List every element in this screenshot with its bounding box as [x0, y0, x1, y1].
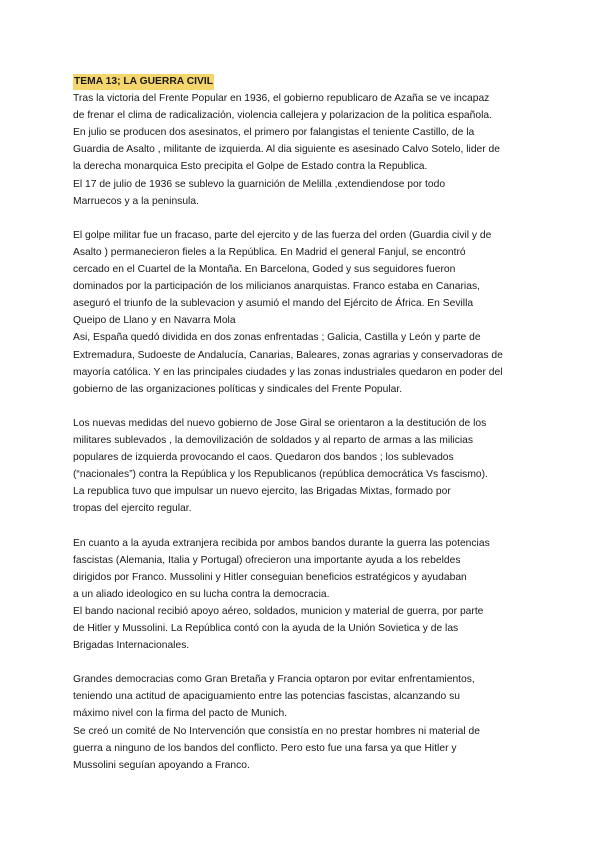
- text-line: dirigidos por Franco. Mussolini y Hitler conseguian beneficios estratégicos y ayudaban: [73, 571, 467, 583]
- text-line: guerra a ninguno de los bandos del conflicto. Pero esto fue una farsa ya que Hitler y: [73, 742, 457, 754]
- text-line: populares de izquierda provocando el caos. Quedaron dos bandos ; los sublevados: [73, 452, 454, 464]
- text-line: Se creó un comité de No Intervención que consistía en no prestar hombres ni material de: [73, 725, 480, 737]
- text-line: mayoría católica. Y en las principales ciudades y las zonas industriales quedaron en poder del: [73, 366, 503, 378]
- text-line: aseguró el triunfo de la sublevacion y asumió el mando del Ejército de África. En Sevilla: [73, 298, 474, 310]
- text-line: Tras la victoria del Frente Popular en 1936, el gobierno republicaro de Azaña se ve incapaz: [73, 93, 490, 105]
- text-line: Brigadas Internacionales.: [73, 640, 190, 652]
- text-line: gobierno de las organizaciones políticas y sindicales del Frente Popular.: [73, 383, 403, 395]
- text-line: fascistas (Alemania, Italia y Portugal) ofrecieron una importante ayuda a los rebeldes: [73, 554, 461, 566]
- text-line: Asi, España quedó dividida en dos zonas enfrentadas ; Galicia, Castilla y León y parte de: [73, 332, 481, 344]
- text-line: teniendo una actitud de apaciguamiento entre las potencias fascistas, alcanzando su: [73, 691, 460, 703]
- text-line: Marruecos y a la peninsula.: [73, 195, 199, 207]
- text-line: de frenar el clima de radicalización, violencia callejera y polarizacion de la politica española.: [73, 110, 492, 122]
- document-title: TEMA 13; LA GUERRA CIVIL: [73, 74, 214, 90]
- paragraph: [73, 535, 533, 655]
- text-line: militares sublevados , la demovilización de soldados y al reparto de armas a las milicias: [73, 434, 474, 446]
- text-line: Mussolini seguían apoyando a Franco.: [73, 759, 250, 771]
- text-line: En cuanto a la ayuda extranjera recibida por ambos bandos durante la guerra las potencias: [73, 537, 490, 549]
- paragraph: [73, 90, 533, 210]
- title-line: [73, 73, 533, 90]
- text-line: Asalto ) permanecieron fieles a la República. En Madrid el general Fanjul, se encontró: [73, 246, 466, 258]
- paragraph: [73, 227, 533, 398]
- text-line: El 17 de julio de 1936 se sublevo la guarnición de Melilla ,extendiendose por todo: [73, 178, 446, 190]
- paragraph: [73, 415, 533, 518]
- paragraph-gap: [73, 210, 533, 227]
- text-line: Guardia de Asalto , militante de izquierda. Al dia siguiente es asesinado Calvo Sotelo, lider de: [73, 144, 501, 156]
- paragraph-gap: [73, 654, 533, 671]
- paragraph-gap: [73, 517, 533, 534]
- paragraph: [73, 671, 533, 774]
- text-line: cercado en el Cuartel de la Montaña. En Barcelona, Goded y sus seguidores fueron: [73, 264, 456, 276]
- paragraph-gap: [73, 398, 533, 415]
- text-line: En julio se producen dos asesinatos, el primero por falangistas el teniente Castillo, de la: [73, 127, 475, 139]
- text-line: a un aliado ideologico en su lucha contra la democracia.: [73, 588, 330, 600]
- text-line: tropas del ejercito regular.: [73, 503, 192, 515]
- document-body: [73, 90, 533, 774]
- text-line: Extremadura, Sudoeste de Andalucía, Canarias, Baleares, zonas agrarias y conservadoras de: [73, 349, 503, 361]
- text-line: El bando nacional recibió apoyo aéreo, soldados, municion y material de guerra, por parte: [73, 605, 484, 617]
- text-line: dominados por la participación de los milicianos anarquistas. Franco estaba en Canarias,: [73, 281, 480, 293]
- text-line: Los nuevas medidas del nuevo gobierno de Jose Giral se orientaron a la destitución de los: [73, 417, 487, 429]
- text-line: la derecha monarquica Esto precipita el Golpe de Estado contra la Republica.: [73, 161, 428, 173]
- text-line: de Hitler y Mussolini. La República contó con la ayuda de la Unión Sovietica y de las: [73, 623, 459, 634]
- text-line: máximo nivel con la firma del pacto de Munich.: [73, 708, 288, 720]
- document-content: [73, 73, 533, 774]
- text-line: Queipo de Llano y en Navarra Mola: [73, 315, 236, 327]
- text-line: La republica tuvo que impulsar un nuevo ejercito, las Brigadas Mixtas, formado por: [73, 486, 451, 498]
- text-line: Grandes democracias como Gran Bretaña y Francia optaron por evitar enfrentamientos,: [73, 674, 475, 686]
- text-line: El golpe militar fue un fracaso, parte del ejercito y de las fuerza del orden (Guardia civil y de: [73, 229, 492, 241]
- text-line: (“nacionales”) contra la República y los Republicanos (república democrática Vs fascismo).: [73, 469, 488, 481]
